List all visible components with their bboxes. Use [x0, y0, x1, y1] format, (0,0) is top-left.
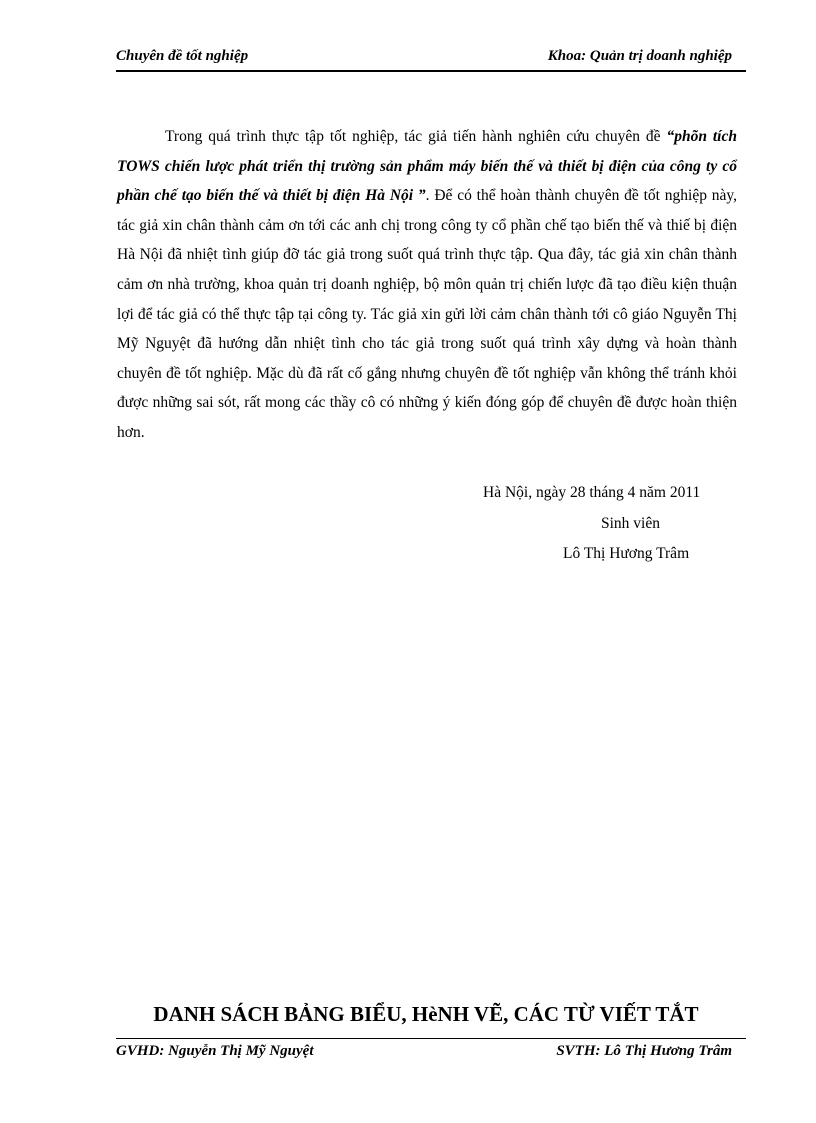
page-header: [116, 48, 746, 72]
thesis-topic: “phõn tích TOWS chiến lược phát triển thị trường sản phẩm máy biến thế và thiết bị điện của công ty cổ phần chế tạo biến thế và thiết bị điện Hà Nội ”: [117, 128, 737, 205]
signature-title: Sinh viên: [601, 515, 660, 532]
header-faculty: Khoa: Quản trị doanh nghiệp: [547, 48, 732, 64]
paragraph-body: . Để có thể hoàn thành chuyên đề tốt nghiệp này, tác giả xin chân thành cảm ơn tới các anh chị trong công ty cổ phần chế tạo biến thế và thiế bị điện Hà Nội đã nhiệt tình giúp đỡ tác giả trong suốt quá trình thực tập. Qua đây, tác giả xin chân thành cảm ơn nhà trường, khoa quản trị doanh nghiệp, bộ môn quản trị chiến lược đã tạo điều kiện thuận lợi để tác giả có thể thực tập tại công ty. Tác giả xin gửi lời cảm chân thành tới cô giáo Nguyễn Thị Mỹ Nguyệt đã hướng dẫn nhiệt tình cho tác giả trong suốt quá trình xây dựng và hoàn thành chuyên đề tốt nghiệp. Mặc dù đã rất cố gắng nhưng chuyên đề tốt nghiệp vẫn không thể tránh khỏi được những sai sót, rất mong các thầy cô có những ý kiến đóng góp để chuyên đề được hoàn thiện hơn.: [117, 187, 738, 441]
section-heading: DANH SÁCH BẢNG BIỂU, HèNH VẼ, CÁC TỪ VIẾT TẮT: [153, 1002, 699, 1026]
footer-student: SVTH: Lô Thị Hương Trâm: [556, 1043, 732, 1059]
acknowledgement-paragraph: [117, 122, 737, 448]
page-footer: [116, 1038, 746, 1065]
header-topic: Chuyên đề tốt nghiệp: [116, 48, 249, 64]
signature-date: Hà Nội, ngày 28 tháng 4 năm 2011: [483, 484, 701, 501]
footer-supervisor: GVHD: Nguyễn Thị Mỹ Nguyệt: [116, 1043, 314, 1059]
paragraph-intro: Trong quá trình thực tập tốt nghiệp, tác giả tiến hành nghiên cứu chuyên đề: [165, 128, 661, 145]
signature-name: Lô Thị Hương Trâm: [563, 545, 690, 562]
